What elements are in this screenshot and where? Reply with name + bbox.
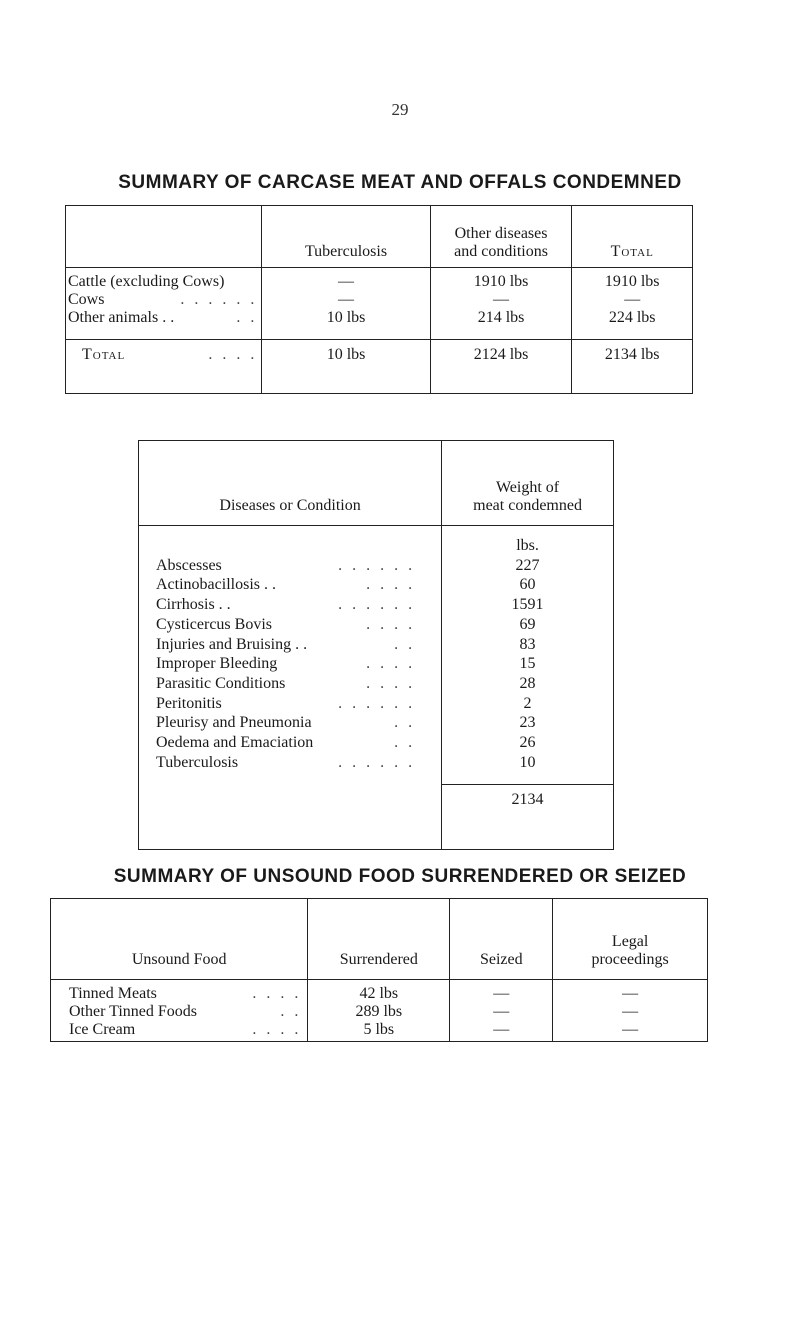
leader-dots: . . . . <box>366 576 416 594</box>
header-weight <box>442 441 614 526</box>
list-item <box>156 635 441 655</box>
header-legal <box>553 899 708 980</box>
cell: 42 lbs <box>359 985 399 1002</box>
list-item <box>156 733 441 753</box>
row-label: Other animals . . <box>68 309 175 326</box>
disease-name: Peritonitis <box>156 694 222 712</box>
list-item <box>156 575 441 595</box>
food-name: Other Tinned Foods <box>69 1003 198 1020</box>
cell: — <box>622 1003 639 1020</box>
food-name: Tinned Meats <box>69 985 157 1002</box>
table-header-row <box>51 899 708 980</box>
header-total: Total <box>572 206 693 268</box>
total-row <box>139 785 614 850</box>
table-row <box>51 1021 307 1039</box>
disease-name: Pleurisy and Pneumonia <box>156 714 312 732</box>
total-row <box>66 340 693 394</box>
cell: — <box>622 985 639 1002</box>
weight-value: 227 <box>515 556 540 574</box>
leader-dots: . . . . . . <box>180 291 258 308</box>
cell: — <box>493 985 510 1002</box>
total-blank <box>139 785 442 850</box>
unsound-food-heading: SUMMARY OF UNSOUND FOOD SURRENDERED OR SEIZED <box>113 866 687 887</box>
weight-value: 15 <box>519 655 536 673</box>
other-values <box>430 268 572 340</box>
header-weight-line-2: meat condemned <box>473 497 582 514</box>
table-row <box>68 273 261 291</box>
disease-name: Oedema and Emaciation <box>156 734 314 752</box>
total-total: 2134 lbs <box>572 340 693 394</box>
weight-value: 60 <box>519 576 536 594</box>
total-other: 2124 lbs <box>430 340 572 394</box>
list-item <box>156 753 441 773</box>
leader-dots: . . . . . . <box>338 694 416 712</box>
leader-dots: . . . . <box>366 615 416 633</box>
leader-dots: . . <box>394 714 416 732</box>
tuberculosis-values <box>262 268 430 340</box>
list-item <box>156 713 441 733</box>
header-legal-line-1: Legal <box>611 933 649 950</box>
carcase-summary-heading: SUMMARY OF CARCASE MEAT AND OFFALS CONDEMNED <box>118 172 682 193</box>
leader-dots: . . <box>394 734 416 752</box>
weight-value: 69 <box>519 615 536 633</box>
carcase-summary-table <box>65 205 693 394</box>
table-body-row <box>51 980 708 1042</box>
surrendered-values <box>308 980 450 1042</box>
disease-name: Actinobacillosis . . <box>156 576 276 594</box>
disease-name: Injuries and Bruising . . <box>156 635 308 653</box>
cell: 289 lbs <box>355 1003 403 1020</box>
food-name: Ice Cream <box>69 1021 136 1038</box>
disease-weights-table <box>138 440 614 850</box>
cell: — <box>493 291 510 308</box>
table-row <box>68 309 261 327</box>
leader-dots: . . . . <box>252 1021 302 1038</box>
total-label: Total <box>82 346 126 363</box>
cell: 5 lbs <box>363 1021 395 1038</box>
row-label: Cattle (excluding Cows) <box>68 273 225 290</box>
cell: — <box>622 1021 639 1038</box>
table-body-row <box>66 268 693 340</box>
cell: 214 lbs <box>477 309 525 326</box>
row-label: Cows <box>68 291 105 308</box>
list-item <box>156 694 441 714</box>
header-legal-line-2: proceedings <box>591 951 669 968</box>
table-header-row <box>66 206 693 268</box>
weight-values <box>442 526 614 785</box>
table-row <box>51 985 307 1003</box>
cell: — <box>338 291 355 308</box>
list-item <box>156 674 441 694</box>
table-row <box>68 291 261 309</box>
weight-value: 10 <box>519 753 536 771</box>
header-weight-line-1: Weight of <box>495 479 560 496</box>
legal-values <box>553 980 708 1042</box>
table-body-row <box>139 526 614 785</box>
disease-name: Tuberculosis <box>156 753 239 771</box>
list-item <box>156 654 441 674</box>
disease-name: Cysticercus Bovis <box>156 615 272 633</box>
disease-name: Parasitic Conditions <box>156 674 286 692</box>
seized-values <box>450 980 553 1042</box>
animal-labels <box>66 268 262 340</box>
header-seized: Seized <box>450 899 553 980</box>
weight-total: 2134 <box>442 785 614 850</box>
list-item <box>156 595 441 615</box>
header-disease: Diseases or Condition <box>139 441 442 526</box>
food-names <box>51 980 308 1042</box>
weight-value: 28 <box>519 674 536 692</box>
leader-dots: . . <box>236 309 258 326</box>
leader-dots: . . . . . . <box>338 596 416 614</box>
leader-dots: . . <box>280 1003 302 1020</box>
leader-dots: . . . . <box>252 985 302 1002</box>
disease-name: Cirrhosis . . <box>156 596 231 614</box>
table-row <box>51 1003 307 1021</box>
header-tuberculosis: Tuberculosis <box>262 206 430 268</box>
disease-name: Abscesses <box>156 556 222 574</box>
cell: 10 lbs <box>326 309 366 326</box>
leader-dots: . . . . . . <box>338 753 416 771</box>
weight-value: 83 <box>519 635 536 653</box>
cell: — <box>624 291 641 308</box>
leader-dots: . . <box>394 635 416 653</box>
weight-value: 23 <box>519 714 536 732</box>
weight-value: 26 <box>519 734 536 752</box>
unsound-food-table <box>50 898 708 1042</box>
total-label-cell <box>66 340 262 394</box>
header-other-line-1: Other diseases <box>454 225 548 242</box>
leader-dots: . . . . <box>366 674 416 692</box>
table-header-row <box>139 441 614 526</box>
unit-label: lbs. <box>516 537 539 554</box>
header-other-line-2: and conditions <box>454 243 548 260</box>
total-values <box>572 268 693 340</box>
cell: 1910 lbs <box>604 273 660 290</box>
weight-value: 1591 <box>511 596 544 614</box>
cell: — <box>338 273 355 290</box>
total-tuberculosis: 10 lbs <box>262 340 430 394</box>
cell: — <box>493 1003 510 1020</box>
leader-dots: . . . . . . <box>338 556 416 574</box>
weight-value: 2 <box>523 694 532 712</box>
leader-dots: . . . . <box>366 655 416 673</box>
header-unsound-food: Unsound Food <box>51 899 308 980</box>
leader-dots: . . . . <box>208 346 258 363</box>
page-number: 29 <box>391 100 409 119</box>
cell: 224 lbs <box>608 309 656 326</box>
header-surrendered: Surrendered <box>308 899 450 980</box>
list-item <box>156 615 441 635</box>
header-other-diseases <box>430 206 572 268</box>
list-item <box>156 556 441 576</box>
header-blank <box>66 206 262 268</box>
cell: — <box>493 1021 510 1038</box>
disease-name: Improper Bleeding <box>156 655 278 673</box>
cell: 1910 lbs <box>473 273 529 290</box>
disease-names <box>139 526 442 785</box>
